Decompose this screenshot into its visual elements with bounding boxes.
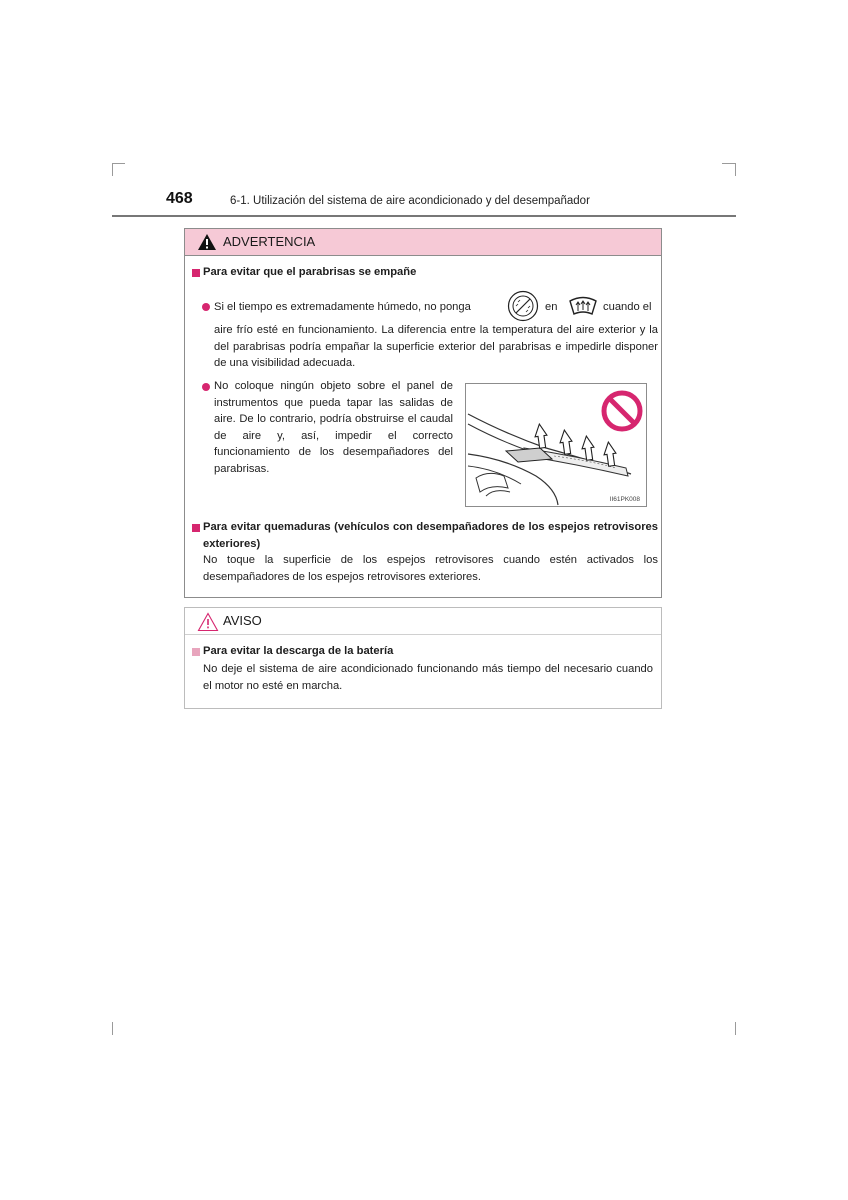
header-rule bbox=[112, 215, 736, 217]
section-heading-battery: Para evitar la descarga de la batería bbox=[203, 645, 394, 657]
bullet-dot bbox=[202, 303, 210, 311]
fan-dial-icon bbox=[507, 290, 539, 322]
running-header: 6-1. Utilización del sistema de aire acondicionado y del desempañador bbox=[230, 195, 590, 207]
warning-triangle-icon bbox=[197, 233, 217, 251]
figure-code: II61PK008 bbox=[609, 496, 640, 503]
crop-mark-top-right-v bbox=[735, 163, 736, 176]
page-number: 468 bbox=[166, 190, 193, 207]
bullet-1-text-a: Si el tiempo es extremadamente húmedo, no ponga bbox=[214, 301, 471, 313]
prohibition-icon bbox=[600, 389, 644, 433]
notice-box bbox=[184, 607, 662, 709]
bullet-1-text-b: cuando el bbox=[603, 301, 652, 313]
windshield-defrost-icon bbox=[567, 295, 599, 317]
warning-box-title: ADVERTENCIA bbox=[223, 234, 316, 249]
crop-mark-top-left-h bbox=[112, 163, 125, 164]
warning-box-header bbox=[185, 229, 661, 256]
caution-triangle-icon bbox=[197, 612, 219, 632]
section-marker bbox=[192, 269, 200, 277]
section-heading-burns: Para evitar quemaduras (vehículos con desempañadores de los espejos retrovisores exteriores) bbox=[203, 521, 658, 550]
crop-mark-bottom-left-v bbox=[112, 1022, 113, 1035]
bullet-1-continuation: aire frío esté en funcionamiento. La diferencia entre la temperatura del aire exterior y la del parabrisas podría empañar la superficie exterior del parabrisas e impedirle disponer de una visibilidad adecuada. bbox=[214, 324, 658, 369]
section-heading-fog: Para evitar que el parabrisas se empañe bbox=[203, 266, 417, 278]
section-marker bbox=[192, 648, 200, 656]
crop-mark-top-left-v bbox=[112, 163, 113, 176]
section-body-battery: No deje el sistema de aire acondicionado funcionando más tiempo del necesario cuando el motor no esté en marcha. bbox=[203, 663, 653, 692]
bullet-1-text-en: en bbox=[545, 301, 558, 313]
notice-box-title: AVISO bbox=[223, 613, 262, 628]
bullet-2-text: No coloque ningún objeto sobre el panel de instrumentos que pueda tapar las salidas de aire. De lo contrario, podría obstruirse el caudal de aire y, así, impedir el correcto funcionamiento de los desempañadores del parabrisas. bbox=[214, 380, 453, 475]
section-body-burns: No toque la superficie de los espejos retrovisores cuando estén activados los desempañadores de los espejos retrovisores exteriores. bbox=[203, 554, 658, 583]
crop-mark-top-right-h bbox=[722, 163, 735, 164]
crop-mark-bottom-right-v bbox=[735, 1022, 736, 1035]
section-marker bbox=[192, 524, 200, 532]
notice-box-header bbox=[185, 608, 661, 635]
warning-box bbox=[184, 228, 662, 598]
dashboard-figure bbox=[465, 383, 647, 507]
bullet-dot bbox=[202, 383, 210, 391]
